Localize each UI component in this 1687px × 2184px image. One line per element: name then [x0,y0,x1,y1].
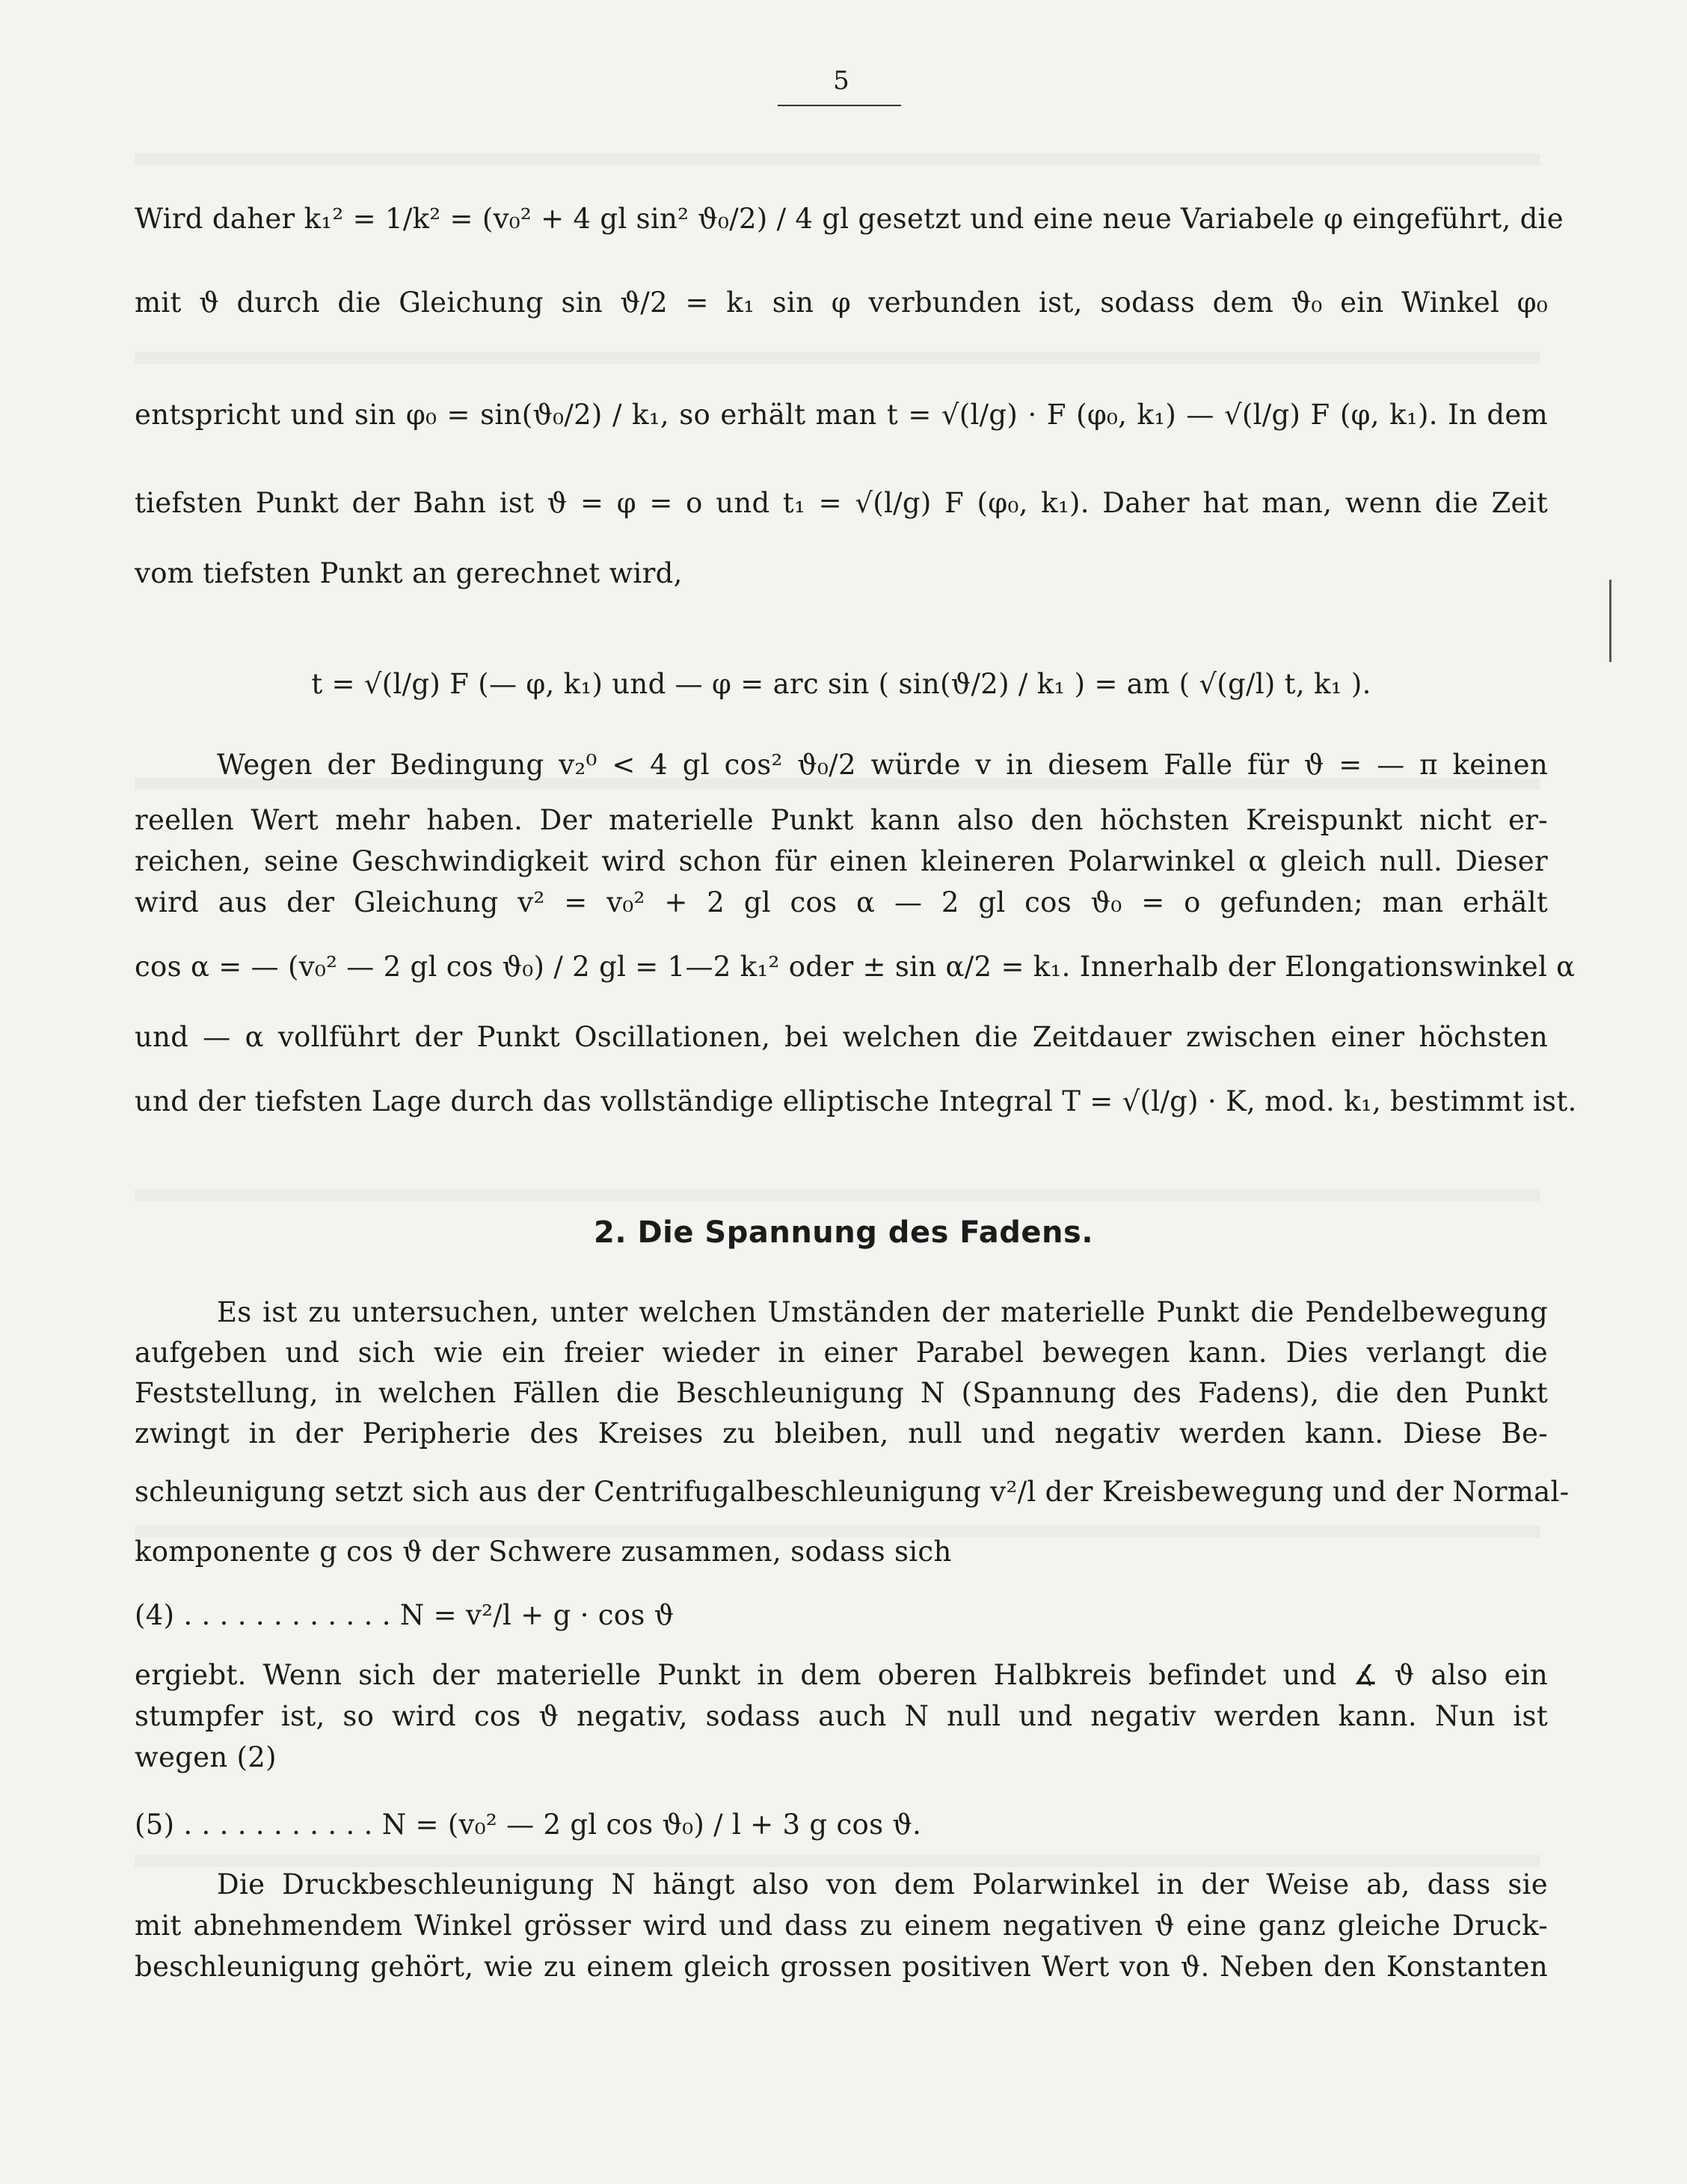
text-line: aufgeben und sich wie ein freier wieder in einer Parabel bewegen kann. Dies verlangt die [135,1337,1548,1369]
text-line: reichen, seine Geschwindigkeit wird schon für einen kleineren Polarwinkel α gleich null. Dieser [135,845,1548,877]
equation-line: (4) . . . . . . . . . . . . N = v²/l + g · cos ϑ [135,1599,675,1631]
text-line: Wegen der Bedingung v₂⁰ < 4 gl cos² ϑ₀/2 würde v in diesem Falle für ϑ = — π keinen [217,749,1548,781]
text-line: Feststellung, in welchen Fällen die Beschleunigung N (Spannung des Fadens), die den Punkt [135,1377,1548,1409]
text-line: reellen Wert mehr haben. Der materielle Punkt kann also den höchsten Kreispunkt nicht er- [135,804,1548,836]
text-line: und der tiefsten Lage durch das vollständige elliptische Integral T = √(l/g) · K, mod. k₁, bestimmt ist. [135,1085,1577,1117]
equation-line: t = √(l/g) F (— φ, k₁) und — φ = arc sin ( sin(ϑ/2) / k₁ ) = am ( √(g/l) t, k₁ ). [311,668,1371,700]
text-line: mit ϑ durch die Gleichung sin ϑ/2 = k₁ sin φ verbunden ist, sodass dem ϑ₀ ein Winkel φ₀ [135,286,1548,319]
text-line: Wird daher k₁² = 1/k² = (v₀² + 4 gl sin² ϑ₀/2) / 4 gl gesetzt und eine neue Variabele φ eingeführt, die [135,203,1564,235]
text-line: mit abnehmendem Winkel grösser wird und dass zu einem negativen ϑ eine ganz gleiche Druck- [135,1910,1548,1942]
margin-mark [1609,580,1611,662]
section-heading: 2. Die Spannung des Fadens. [593,1215,1094,1250]
text-line: komponente g cos ϑ der Schwere zusammen, sodass sich [135,1536,952,1568]
page-number: 5 [833,66,849,96]
page-number-rule [778,105,901,106]
text-line: tiefsten Punkt der Bahn ist ϑ = φ = o und t₁ = √(l/g) F (φ₀, k₁). Daher hat man, wenn die Zeit [135,487,1548,519]
text-line: Es ist zu untersuchen, unter welchen Umständen der materielle Punkt die Pendelbewegung [217,1296,1548,1328]
text-line: wird aus der Gleichung v² = v₀² + 2 gl cos α — 2 gl cos ϑ₀ = o gefunden; man erhält [135,886,1548,918]
text-line: zwingt in der Peripherie des Kreises zu bleiben, null und negativ werden kann. Diese Be- [135,1417,1548,1450]
text-line: vom tiefsten Punkt an gerechnet wird, [135,557,683,589]
text-line: und — α vollführt der Punkt Oscillationen, bei welchen die Zeitdauer zwischen einer höchsten [135,1021,1548,1053]
text-line: beschleunigung gehört, wie zu einem gleich grossen positiven Wert von ϑ. Neben den Konstanten [135,1951,1548,1983]
text-line: cos α = — (v₀² — 2 gl cos ϑ₀) / 2 gl = 1—2 k₁² oder ± sin α/2 = k₁. Innerhalb der Elongationswinkel α [135,951,1576,983]
text-line: entspricht und sin φ₀ = sin(ϑ₀/2) / k₁, so erhält man t = √(l/g) · F (φ₀, k₁) — √(l/g) F (φ, k₁). In dem [135,399,1548,431]
text-line: stumpfer ist, so wird cos ϑ negativ, sodass auch N null und negativ werden kann. Nun ist [135,1700,1548,1732]
text-line: wegen (2) [135,1741,277,1773]
equation-line: (5) . . . . . . . . . . . N = (v₀² — 2 gl cos ϑ₀) / l + 3 g cos ϑ. [135,1809,922,1841]
text-line: Die Druckbeschleunigung N hängt also von dem Polarwinkel in der Weise ab, dass sie [217,1868,1548,1901]
text-line: schleunigung setzt sich aus der Centrifugalbeschleunigung v²/l der Kreisbewegung und der Normal- [135,1476,1570,1508]
text-line: ergiebt. Wenn sich der materielle Punkt in dem oberen Halbkreis befindet und ∡ ϑ also ein [135,1659,1548,1691]
